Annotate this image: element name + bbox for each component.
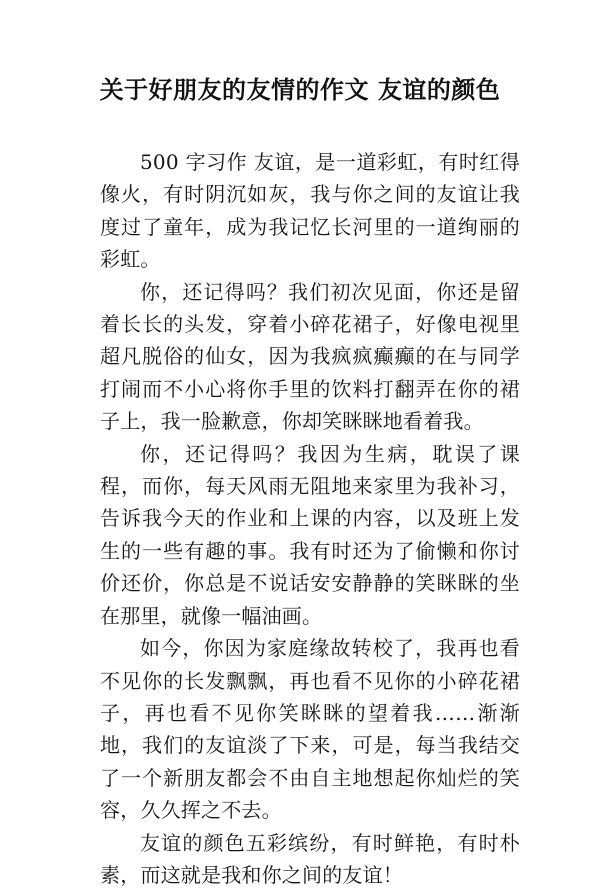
paragraph-3: 你，还记得吗？我因为生病，耽误了课程，而你，每天风雨无阻地来家里为我补习，告诉我今天的作业和上课的内容，以及班上发生的一些有趣的事。我有时还为了偷懒和你讨价还价，你总是不说话安安静静的笑眯眯的坐在那里，就像一幅油画。 xyxy=(100,441,520,628)
paragraph-4: 如今，你因为家庭缘故转校了，我再也看不见你的长发飘飘，再也看不见你的小碎花裙子，再也看不见你笑眯眯的望着我……渐渐地，我们的友谊淡了下来，可是，每当我结交了一个新朋友都会不由自主地想起你灿烂的笑容，久久挥之不去。 xyxy=(100,636,520,823)
paragraph-5: 友谊的颜色五彩缤纷，有时鲜艳，有时朴素，而这就是我和你之间的友谊！ xyxy=(100,830,520,887)
page-title: 关于好朋友的友情的作文 友谊的颜色 xyxy=(99,76,501,104)
paragraph-1: 500 字习作 友谊，是一道彩虹，有时红得像火，有时阴沉如灰，我与你之间的友谊让我度过了童年，成为我记忆长河里的一道绚丽的彩虹。 xyxy=(100,150,520,272)
paragraph-2: 你，还记得吗？我们初次见面，你还是留着长长的头发，穿着小碎花裙子，好像电视里超凡脱俗的仙女，因为我疯疯癫癫的在与同学打闹而不小心将你手里的饮料打翻弄在你的裙子上，我一脸歉意，你却笑眯眯地看着我。 xyxy=(100,279,520,434)
article-body xyxy=(100,146,520,891)
